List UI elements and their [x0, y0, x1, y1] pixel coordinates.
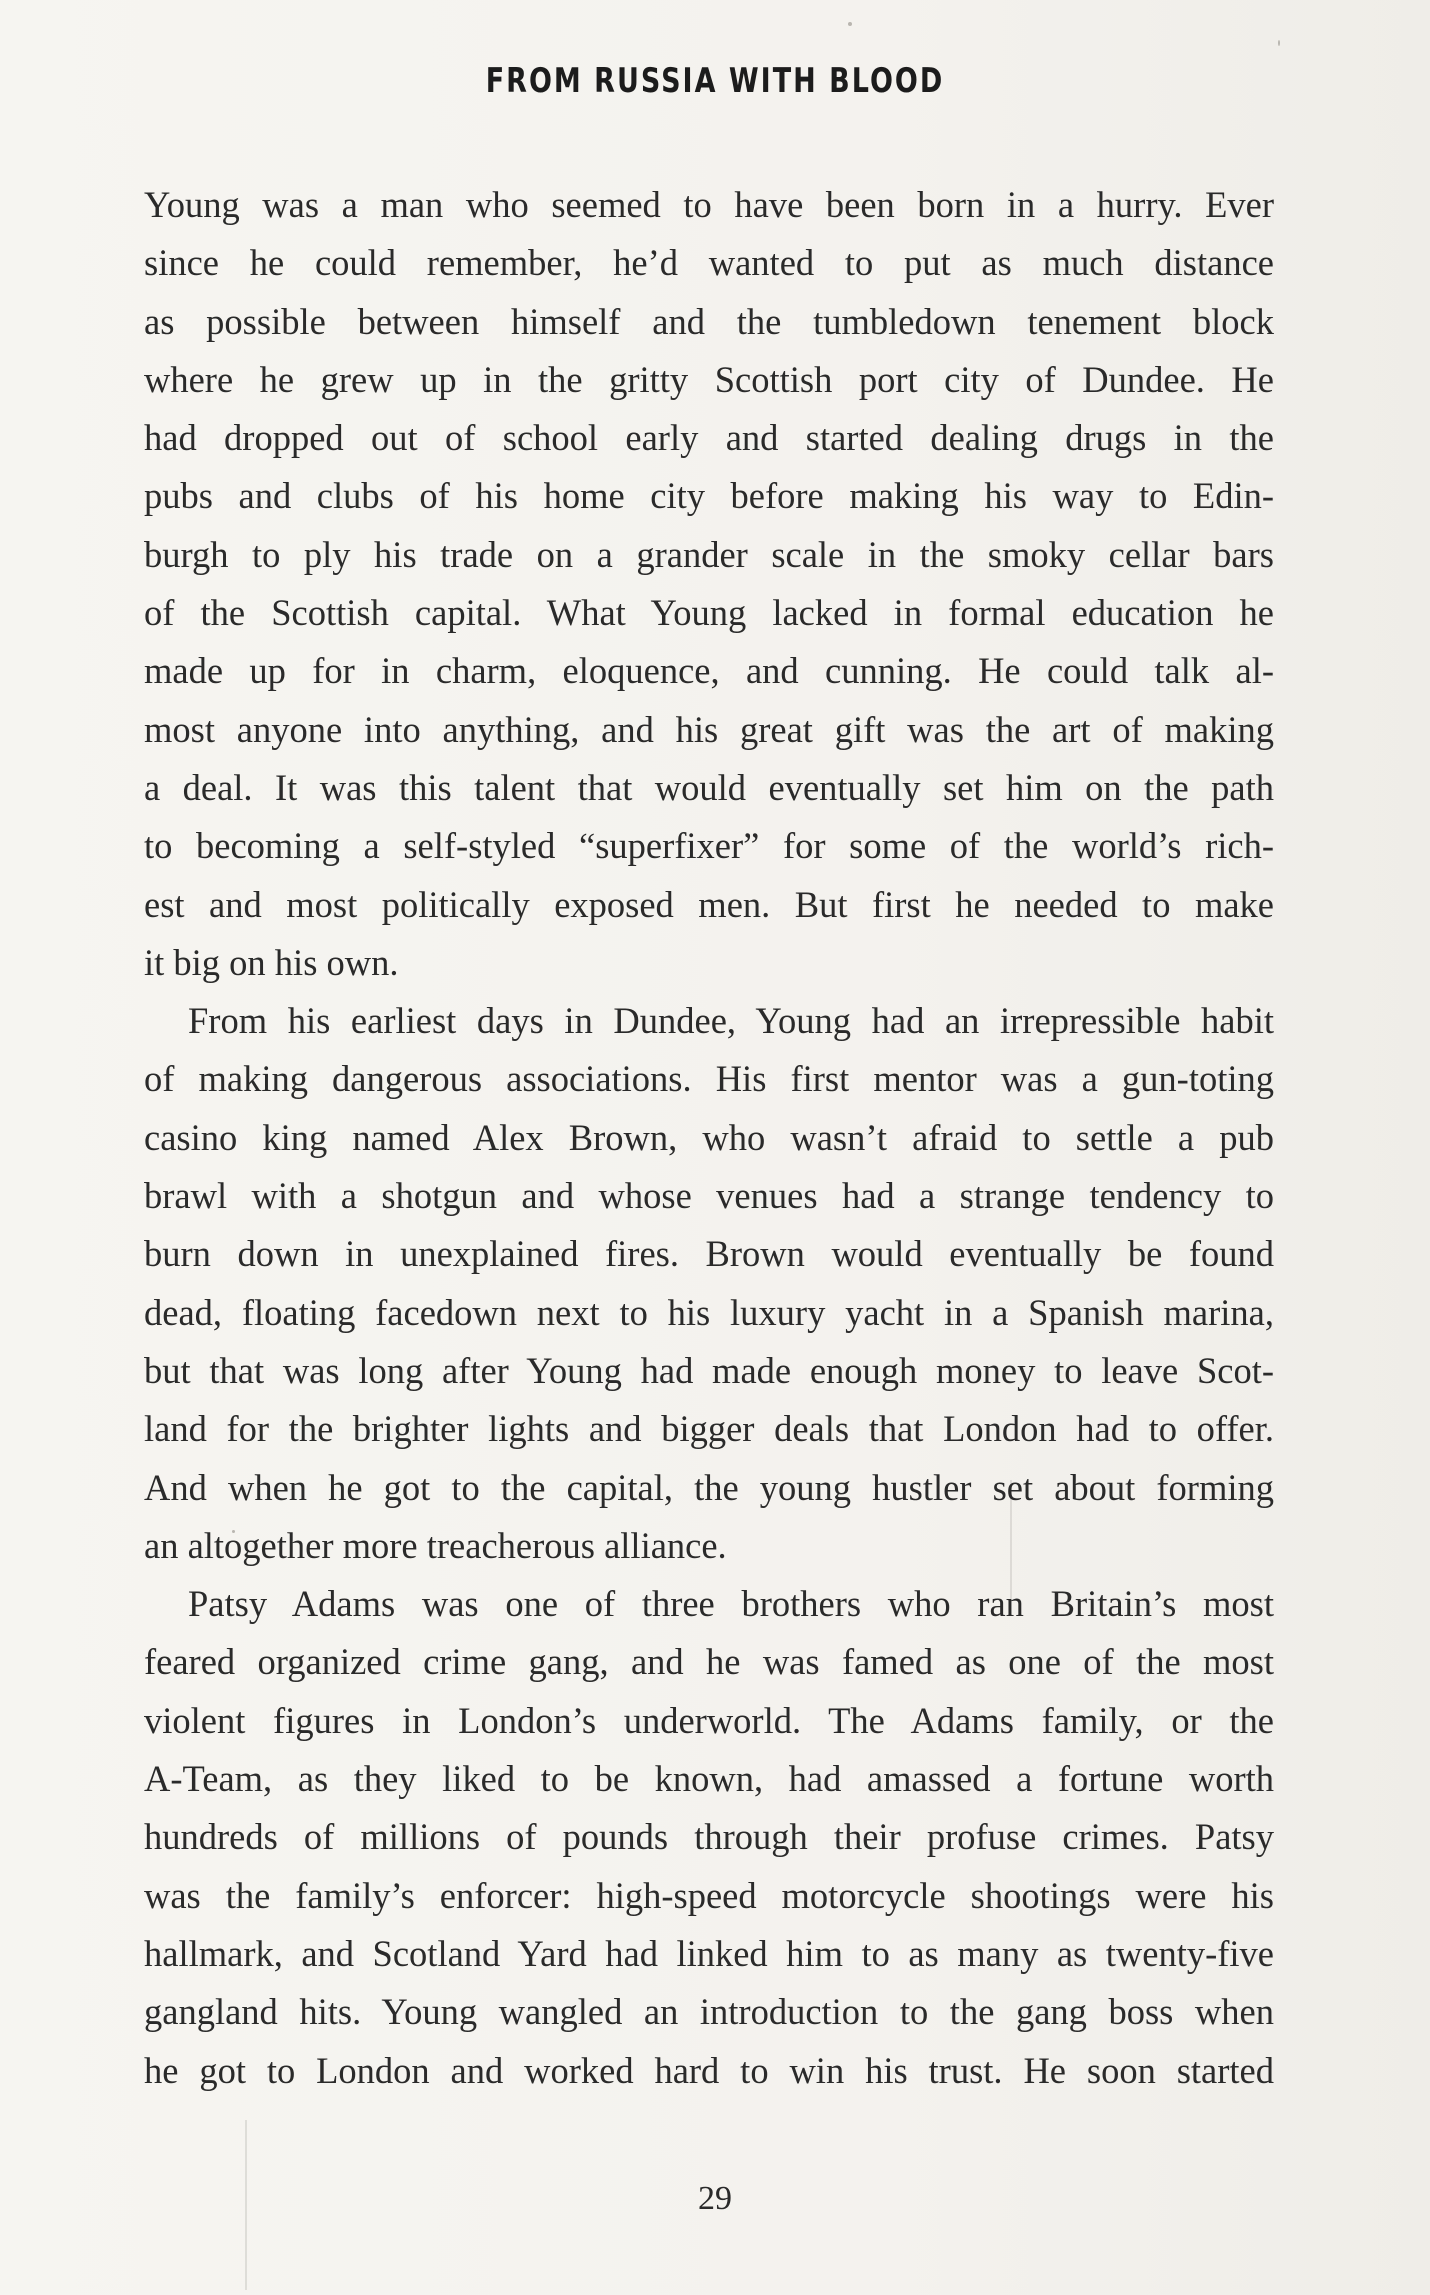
text-line: feared organized crime gang, and he was famed as one of the most — [144, 1641, 1274, 1683]
text-line: of making dangerous associations. His first mentor was a gun-toting — [144, 1058, 1274, 1100]
text-line: made up for in charm, eloquence, and cunning. He could talk al- — [144, 650, 1274, 692]
text-line: And when he got to the capital, the young hustler set about forming — [144, 1466, 1274, 1508]
text-line: where he grew up in the gritty Scottish port city of Dundee. He — [144, 358, 1274, 400]
text-line: From his earliest days in Dundee, Young had an irrepressible habit — [188, 1000, 1274, 1042]
text-line: casino king named Alex Brown, who wasn’t afraid to settle a pub — [144, 1116, 1274, 1158]
text-line: burgh to ply his trade on a grander scale in the smoky cellar bars — [144, 533, 1274, 575]
paper-speck — [848, 22, 852, 26]
text-line: a deal. It was this talent that would eventually set him on the path — [144, 766, 1274, 808]
text-line: violent figures in London’s underworld. The Adams family, or the — [144, 1699, 1274, 1741]
text-line: most anyone into anything, and his great gift was the art of making — [144, 708, 1274, 750]
text-line: brawl with a shotgun and whose venues had a strange tendency to — [144, 1175, 1274, 1217]
body-text — [144, 176, 1274, 2100]
text-line: est and most politically exposed men. But first he needed to make — [144, 883, 1274, 925]
text-line: land for the brighter lights and bigger deals that London had to offer. — [144, 1408, 1274, 1450]
paper-speck — [1278, 40, 1280, 46]
text-line: to becoming a self-styled “superfixer” for some of the world’s rich- — [144, 825, 1274, 867]
text-line: he got to London and worked hard to win his trust. He soon started — [144, 2049, 1274, 2091]
text-line: Young was a man who seemed to have been born in a hurry. Ever — [144, 184, 1274, 225]
text-line: of the Scottish capital. What Young lacked in formal education he — [144, 592, 1274, 634]
text-line: A-Team, as they liked to be known, had amassed a fortune worth — [144, 1758, 1274, 1800]
text-line: Patsy Adams was one of three brothers who ran Britain’s most — [188, 1583, 1274, 1625]
text-line: as possible between himself and the tumbledown tenement block — [144, 300, 1274, 342]
text-line: an altogether more treacherous alliance. — [144, 1524, 727, 1566]
page-number: 29 — [698, 2180, 732, 2217]
paragraph-2 — [144, 992, 1274, 1575]
text-line: hundreds of millions of pounds through their profuse crimes. Patsy — [144, 1816, 1274, 1858]
paragraph-3 — [144, 1575, 1274, 2100]
text-line: since he could remember, he’d wanted to put as much distance — [144, 242, 1274, 284]
text-line: burn down in unexplained fires. Brown would eventually be found — [144, 1233, 1274, 1275]
text-line: gangland hits. Young wangled an introduction to the gang boss when — [144, 1991, 1274, 2033]
text-line: but that was long after Young had made enough money to leave Scot- — [144, 1349, 1274, 1391]
text-line: hallmark, and Scotland Yard had linked him to as many as twenty-five — [144, 1932, 1274, 1974]
running-head: FROM RUSSIA WITH BLOOD — [485, 62, 945, 101]
text-line: dead, floating facedown next to his luxury yacht in a Spanish marina, — [144, 1291, 1274, 1333]
paragraph-1 — [144, 176, 1274, 992]
text-line: pubs and clubs of his home city before making his way to Edin- — [144, 475, 1274, 517]
text-line: had dropped out of school early and started dealing drugs in the — [144, 417, 1274, 459]
text-line: was the family’s enforcer: high-speed motorcycle shootings were his — [144, 1874, 1274, 1916]
text-line: it big on his own. — [144, 941, 399, 983]
